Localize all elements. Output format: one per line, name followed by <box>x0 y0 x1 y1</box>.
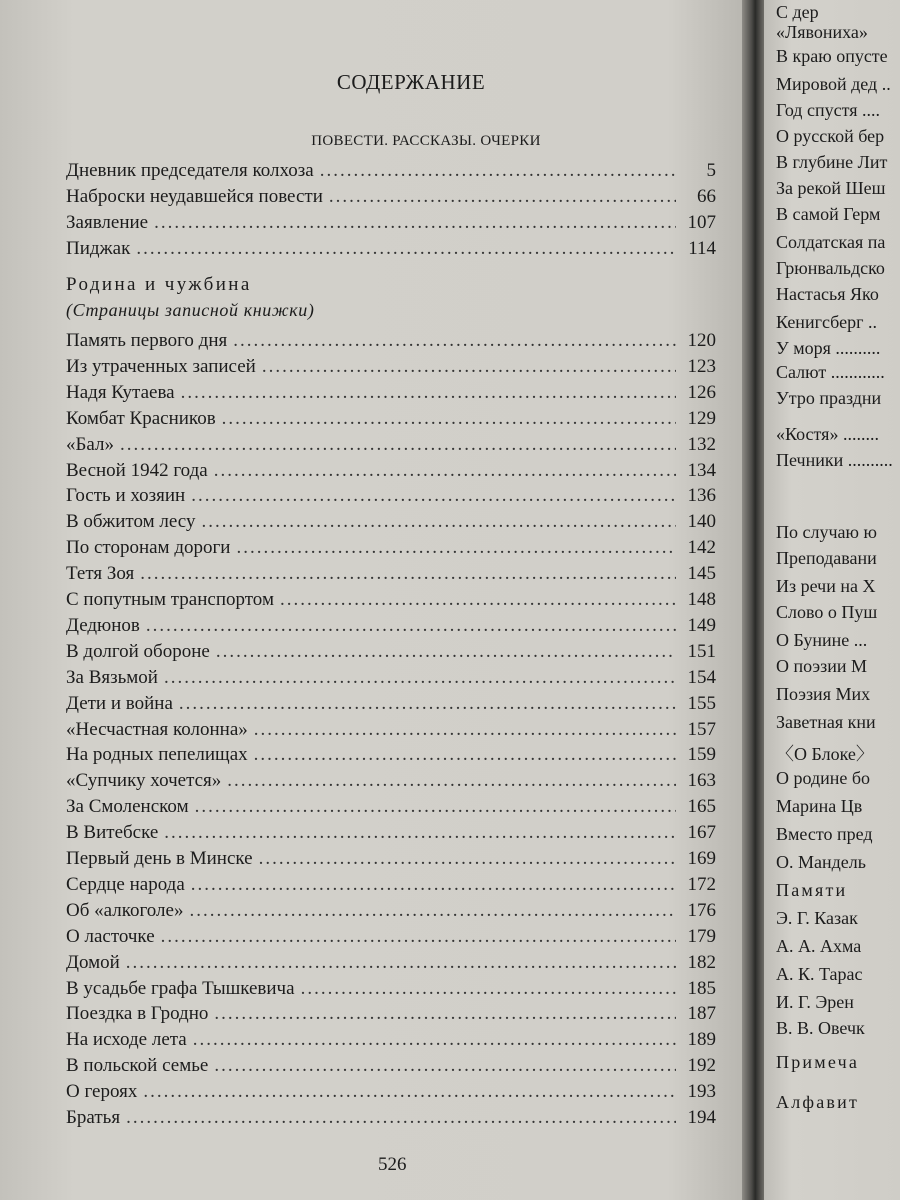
toc-entry-page: 187 <box>687 1003 716 1024</box>
toc-entry-title: Память первого дня <box>66 330 228 351</box>
leader-dots <box>259 848 676 870</box>
right-toc-entry: Преподавани <box>776 548 877 568</box>
toc-entry-page: 165 <box>687 796 716 817</box>
toc-entry-title: На исходе лета <box>66 1029 187 1050</box>
toc-entry-page: 182 <box>687 952 716 973</box>
toc-entry-page: 185 <box>687 978 716 999</box>
toc-entry <box>66 356 716 382</box>
toc-entry-title: О ласточке <box>66 926 155 947</box>
leader-dots <box>214 1003 676 1025</box>
toc-entry-title: В Витебске <box>66 822 159 843</box>
right-toc-entry: А. А. Ахма <box>776 936 862 956</box>
right-toc-entry: Год спустя .... <box>776 100 880 120</box>
leader-dots <box>179 693 676 715</box>
leader-dots <box>161 926 676 948</box>
toc-entry-page: 148 <box>687 589 716 610</box>
toc-entry-page: 134 <box>687 460 716 481</box>
toc-entry-title: Надя Кутаева <box>66 382 175 403</box>
toc-entry-title: По сторонам дороги <box>66 537 231 558</box>
toc-entry-page: 154 <box>687 667 716 688</box>
toc-entry-title: В обжитом лесу <box>66 511 196 532</box>
toc-entry <box>66 719 716 745</box>
toc-entry <box>66 485 716 511</box>
toc-entry-title: С попутным транспортом <box>66 589 274 610</box>
toc-entry <box>66 563 716 589</box>
leader-dots <box>189 900 676 922</box>
toc-entry <box>66 434 716 460</box>
right-toc-entry: Печники .......... <box>776 450 893 470</box>
leader-dots <box>126 952 676 974</box>
toc-entry-page: 167 <box>687 822 716 843</box>
leader-dots <box>262 356 676 378</box>
toc-entry <box>66 382 716 408</box>
toc-entry-page: 159 <box>687 744 716 765</box>
toc-entry-page: 107 <box>687 212 716 233</box>
toc-entry-title: Дедюнов <box>66 615 140 636</box>
toc-entry-title: Комбат Красников <box>66 408 216 429</box>
toc-entry <box>66 900 716 926</box>
right-toc-entry: В самой Герм <box>776 204 881 224</box>
right-toc-entry: Из речи на Х <box>776 576 876 596</box>
toc-entry-page: 142 <box>687 537 716 558</box>
toc-entry-title: Сердце народа <box>66 874 185 895</box>
toc-entry-page: 151 <box>687 641 716 662</box>
toc-entry <box>66 926 716 952</box>
right-toc-entry: С дер <box>776 2 819 22</box>
right-toc-entry: По случаю ю <box>776 522 877 542</box>
right-toc-entry: Вместо пред <box>776 824 873 844</box>
toc-entry-page: 189 <box>687 1029 716 1050</box>
toc-entry-page: 126 <box>687 382 716 403</box>
right-toc-entry: О. Мандель <box>776 852 866 872</box>
toc-entry <box>66 212 716 238</box>
group-heading: Родина и чужбина <box>66 274 252 295</box>
leader-dots <box>146 615 676 637</box>
toc-entry <box>66 822 716 848</box>
toc-entry-page: 192 <box>687 1055 716 1076</box>
toc-entry-title: В усадьбе графа Тышкевича <box>66 978 295 999</box>
leader-dots <box>193 1029 676 1051</box>
toc-entry <box>66 460 716 486</box>
section-heading: ПОВЕСТИ. РАССКАЗЫ. ОЧЕРКИ <box>311 133 541 149</box>
toc-entry-title: Братья <box>66 1107 121 1128</box>
toc-entry <box>66 615 716 641</box>
toc-entry-title: Наброски неудавшейся повести <box>66 186 323 207</box>
leader-dots <box>120 434 676 456</box>
leader-dots <box>201 511 676 533</box>
toc-entry-page: 155 <box>687 693 716 714</box>
toc-entry-page: 5 <box>706 160 716 181</box>
leader-dots <box>140 563 676 585</box>
page-number: 526 <box>378 1154 407 1175</box>
right-toc-entry: О Бунине ... <box>776 630 868 650</box>
leader-dots <box>126 1107 676 1129</box>
right-toc-entry: В. В. Овечк <box>776 1018 865 1038</box>
toc-entry-title: За Вязьмой <box>66 667 158 688</box>
leader-dots <box>143 1081 676 1103</box>
book-gutter <box>742 0 764 1200</box>
right-page <box>764 0 900 1200</box>
toc-entry-page: 172 <box>687 874 716 895</box>
right-toc-entry: Салют ............ <box>776 362 885 382</box>
leader-dots <box>254 744 676 766</box>
toc-entry <box>66 667 716 693</box>
toc-entry <box>66 641 716 667</box>
toc-entry-title: «Бал» <box>66 434 114 455</box>
right-toc-entry: Кенигсберг .. <box>776 312 877 332</box>
toc-entry-page: 193 <box>687 1081 716 1102</box>
right-toc-entry: И. Г. Эрен <box>776 992 854 1012</box>
right-toc-entry: Примеча <box>776 1052 860 1072</box>
toc-entry-title: Из утраченных записей <box>66 356 256 377</box>
leader-dots <box>280 589 676 611</box>
toc-entry-title: Тетя Зоя <box>66 563 135 584</box>
toc-entry-title: В польской семье <box>66 1055 209 1076</box>
leader-dots <box>227 770 676 792</box>
toc-entry-page: 145 <box>687 563 716 584</box>
toc-entry <box>66 238 716 264</box>
toc-entry-title: На родных пепелищах <box>66 744 248 765</box>
leader-dots <box>320 160 676 182</box>
toc-entry <box>66 511 716 537</box>
right-toc-entry: «Лявониха» <box>776 22 868 42</box>
toc-entry-title: Дети и война <box>66 693 173 714</box>
toc-entry <box>66 1029 716 1055</box>
toc-entry <box>66 1081 716 1107</box>
toc-entry <box>66 1003 716 1029</box>
right-toc-entry: Солдатская па <box>776 232 886 252</box>
right-toc-entry: Слово о Пуш <box>776 602 878 622</box>
toc-entry-page: 120 <box>687 330 716 351</box>
toc-entry <box>66 952 716 978</box>
leader-dots <box>214 1055 676 1077</box>
toc-entry-title: Поездка в Гродно <box>66 1003 209 1024</box>
right-toc-entry: О поэзии М <box>776 656 867 676</box>
right-toc-entry: Утро праздни <box>776 388 882 408</box>
leader-dots <box>222 408 676 430</box>
toc-entry-page: 169 <box>687 848 716 869</box>
toc-entry-page: 149 <box>687 615 716 636</box>
leader-dots <box>254 719 676 741</box>
toc-entry <box>66 744 716 770</box>
leader-dots <box>191 874 676 896</box>
leader-dots <box>136 238 676 260</box>
toc-entry-title: За Смоленском <box>66 796 189 817</box>
toc-entry-page: 132 <box>687 434 716 455</box>
toc-entry <box>66 186 716 212</box>
toc-entry-page: 176 <box>687 900 716 921</box>
toc-entry-page: 136 <box>687 485 716 506</box>
toc-entry-title: Об «алкоголе» <box>66 900 184 921</box>
right-toc-entry: В краю опусте <box>776 46 888 66</box>
toc-entry-page: 179 <box>687 926 716 947</box>
right-toc-entry: О русской бер <box>776 126 885 146</box>
toc-entry <box>66 770 716 796</box>
toc-entry <box>66 1055 716 1081</box>
right-toc-entry: О родине бо <box>776 768 871 788</box>
right-toc-entry: «Костя» ........ <box>776 424 879 444</box>
leader-dots <box>164 822 676 844</box>
right-toc-entry: 〈О Блоке〉 <box>776 744 874 764</box>
leader-dots <box>154 212 676 234</box>
toc-entry-title: Гость и хозяин <box>66 485 186 506</box>
right-toc-entry: Заветная кни <box>776 712 876 732</box>
toc-entry-page: 163 <box>687 770 716 791</box>
toc-entry-title: Домой <box>66 952 120 973</box>
toc-entry <box>66 537 716 563</box>
right-toc-entry: Поэзия Мих <box>776 684 871 704</box>
right-toc-entry: За рекой Шеш <box>776 178 886 198</box>
right-toc-entry: В глубине Лит <box>776 152 888 172</box>
toc-entry-page: 194 <box>687 1107 716 1128</box>
toc-entry <box>66 330 716 356</box>
right-toc-entry: Алфавит <box>776 1092 860 1112</box>
right-toc-entry: Грюнвальдско <box>776 258 885 278</box>
toc-entry-page: 140 <box>687 511 716 532</box>
toc-entry <box>66 408 716 434</box>
right-toc-entry: А. К. Тарас <box>776 964 863 984</box>
toc-entry <box>66 693 716 719</box>
toc-entry-page: 157 <box>687 719 716 740</box>
toc-entry-title: «Несчастная колонна» <box>66 719 248 740</box>
toc-entry-title: «Супчику хочется» <box>66 770 222 791</box>
right-toc-entry: Настасья Яко <box>776 284 879 304</box>
right-toc-entry: У моря .......... <box>776 338 881 358</box>
toc-entry-title: О героях <box>66 1081 138 1102</box>
toc-entry <box>66 1107 716 1133</box>
leader-dots <box>191 485 676 507</box>
leader-dots <box>236 537 676 559</box>
leader-dots <box>164 667 676 689</box>
toc-entry <box>66 160 716 186</box>
toc-entry-title: Дневник председателя колхоза <box>66 160 314 181</box>
group-subheading: (Страницы записной книжки) <box>66 300 315 320</box>
right-toc-entry: Мировой дед .. <box>776 74 891 94</box>
leader-dots <box>329 186 676 208</box>
leader-dots <box>214 460 676 482</box>
toc-entry-title: Заявление <box>66 212 149 233</box>
toc-entry <box>66 796 716 822</box>
toc-entry-title: В долгой обороне <box>66 641 210 662</box>
toc-entry <box>66 848 716 874</box>
toc-entry-page: 66 <box>697 186 716 207</box>
toc-entry-page: 123 <box>687 356 716 377</box>
right-toc-entry: Памяти <box>776 880 848 900</box>
toc-entry <box>66 978 716 1004</box>
toc-entry-title: Весной 1942 года <box>66 460 208 481</box>
leader-dots <box>195 796 676 818</box>
right-toc-entry: Марина Цв <box>776 796 863 816</box>
leader-dots <box>216 641 676 663</box>
toc-entry <box>66 589 716 615</box>
toc-entry <box>66 874 716 900</box>
toc-entry-page: 114 <box>688 238 716 259</box>
leader-dots <box>181 382 676 404</box>
toc-entry-title: Пиджак <box>66 238 131 259</box>
leader-dots <box>233 330 676 352</box>
contents-title: СОДЕРЖАНИЕ <box>336 70 486 94</box>
right-toc-entry: Э. Г. Казак <box>776 908 858 928</box>
toc-entry-page: 129 <box>687 408 716 429</box>
toc-entry-title: Первый день в Минске <box>66 848 253 869</box>
leader-dots <box>301 978 676 1000</box>
